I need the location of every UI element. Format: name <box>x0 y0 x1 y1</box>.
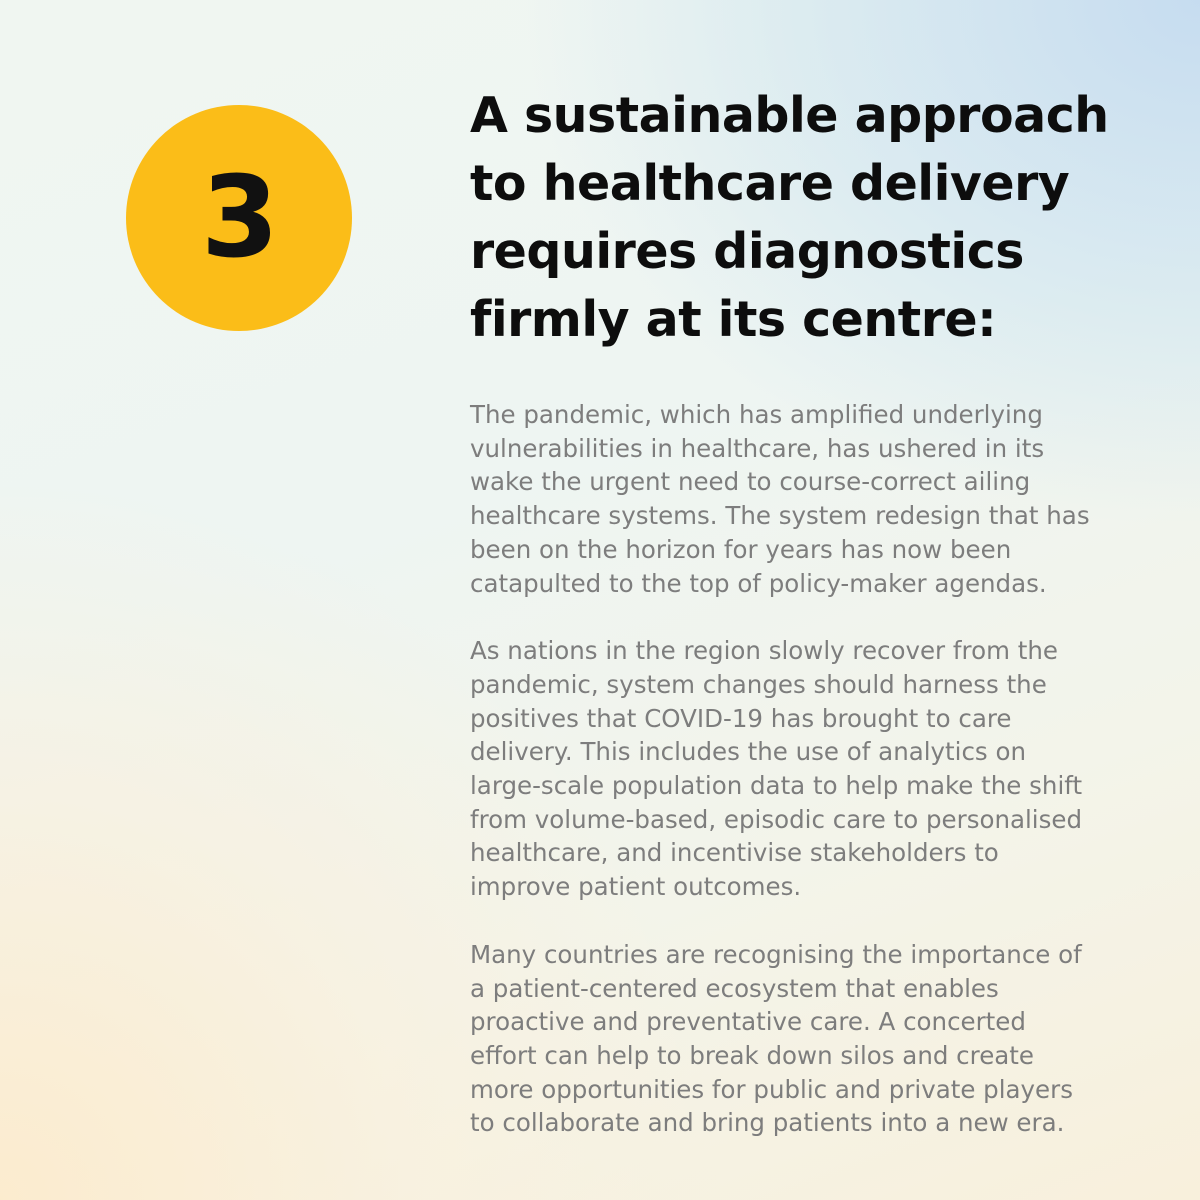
paragraph-line: catapulted to the top of policy-maker agendas. <box>470 568 1047 598</box>
paragraph-line: improve patient outcomes. <box>470 872 802 902</box>
headline-line: requires diagnostics <box>470 223 1024 280</box>
headline-line: to healthcare delivery <box>470 155 1070 212</box>
step-number: 3 <box>201 153 277 283</box>
paragraph-line: healthcare systems. The system redesign that has <box>470 501 1090 531</box>
paragraph-line: vulnerabilities in healthcare, has ushered in its <box>470 433 1045 463</box>
paragraph-line: wake the urgent need to course-correct ailing <box>470 467 1031 497</box>
headline <box>470 82 1150 354</box>
step-number-badge <box>126 105 352 331</box>
paragraph-line: pandemic, system changes should harness the <box>470 669 1047 699</box>
content-column <box>470 82 1150 1174</box>
paragraph-line: As nations in the region slowly recover from the <box>470 636 1058 666</box>
paragraph-2 <box>470 634 1150 904</box>
paragraph-line: delivery. This includes the use of analytics on <box>470 737 1026 767</box>
paragraph-line: positives that COVID-19 has brought to care <box>470 703 1012 733</box>
paragraph-line: a patient-centered ecosystem that enables <box>470 973 999 1003</box>
paragraph-3 <box>470 938 1150 1140</box>
paragraph-line: healthcare, and incentivise stakeholders to <box>470 838 999 868</box>
paragraph-line: more opportunities for public and private players <box>470 1074 1073 1104</box>
paragraph-1 <box>470 398 1150 600</box>
body-text <box>470 398 1150 1140</box>
headline-line: A sustainable approach <box>470 87 1109 144</box>
paragraph-line: to collaborate and bring patients into a new era. <box>470 1108 1065 1138</box>
paragraph-line: proactive and preventative care. A concerted <box>470 1007 1026 1037</box>
paragraph-line: large-scale population data to help make the shift <box>470 771 1083 801</box>
paragraph-line: from volume-based, episodic care to personalised <box>470 804 1082 834</box>
paragraph-line: effort can help to break down silos and create <box>470 1040 1034 1070</box>
headline-line: firmly at its centre: <box>470 291 997 348</box>
paragraph-line: been on the horizon for years has now been <box>470 534 1012 564</box>
paragraph-line: The pandemic, which has amplified underlying <box>470 400 1043 429</box>
paragraph-line: Many countries are recognising the importance of <box>470 939 1082 969</box>
